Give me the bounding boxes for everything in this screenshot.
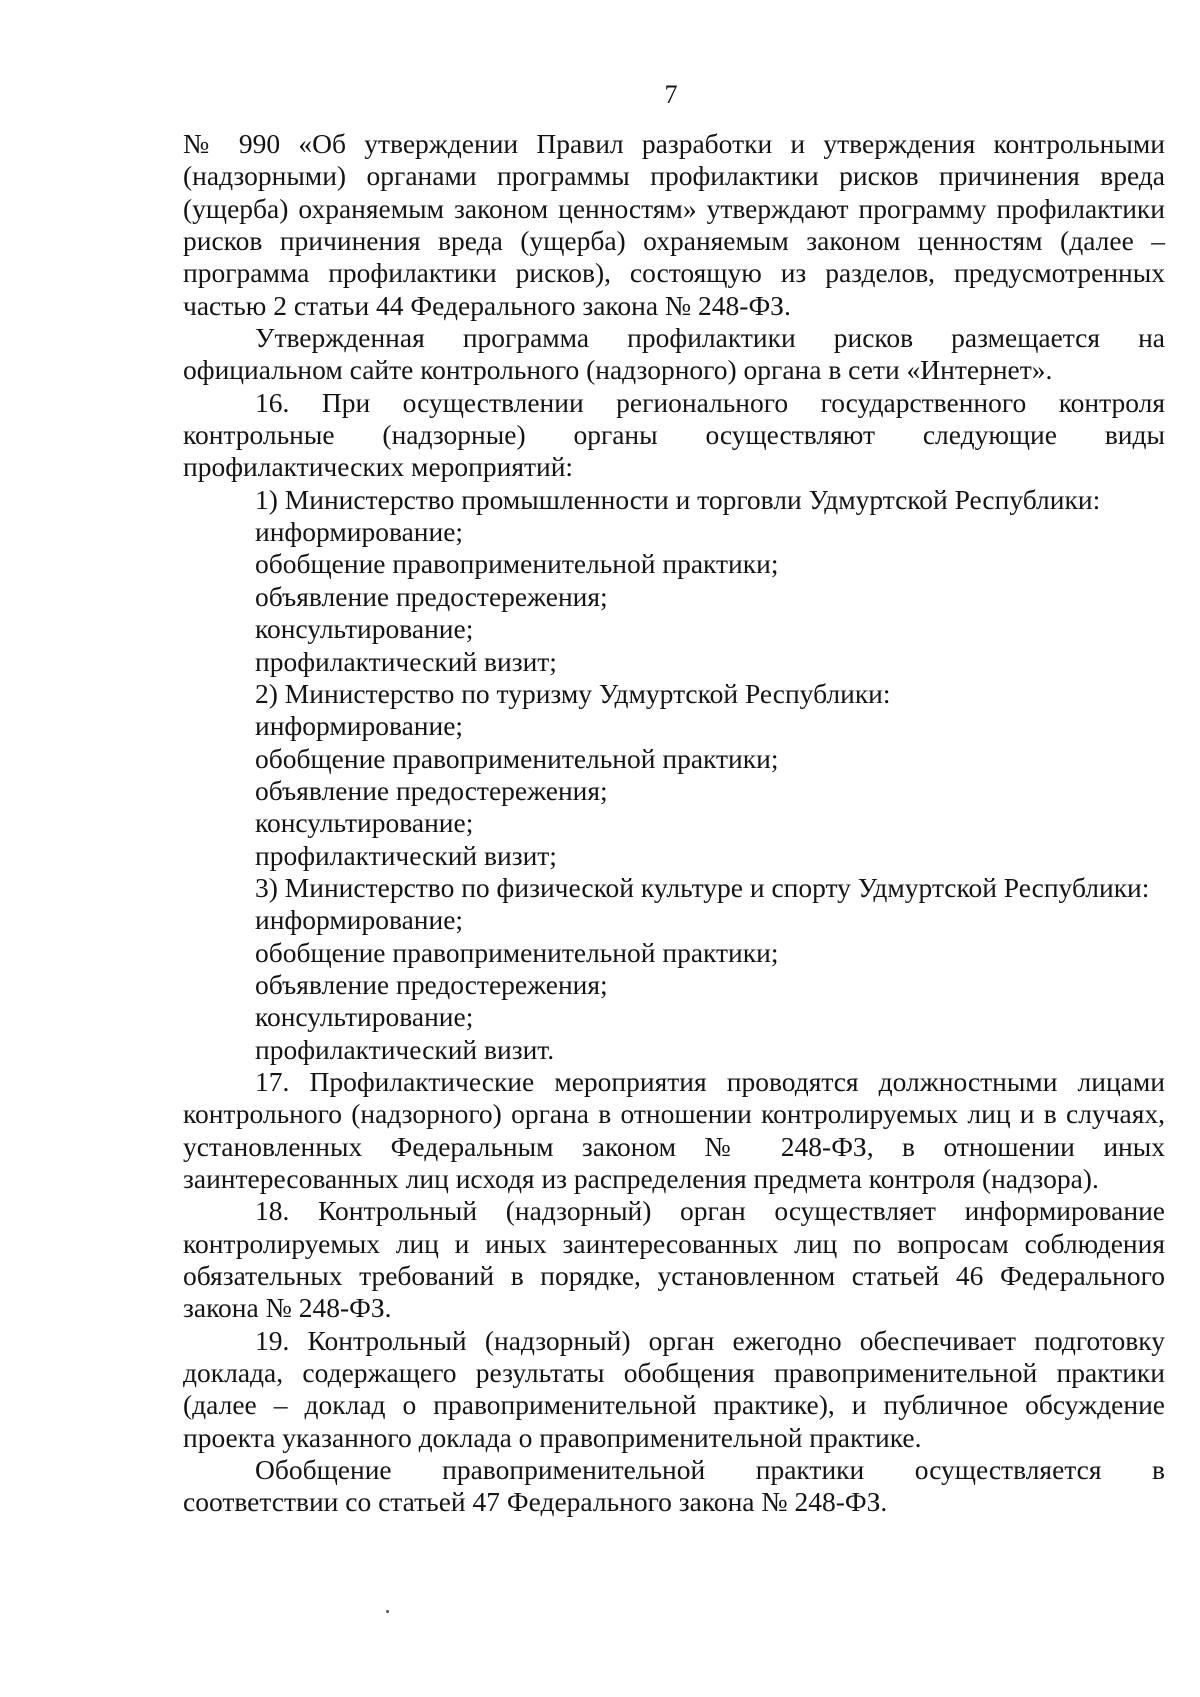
list-item: информирование; — [255, 904, 464, 936]
list-item: объявление предостережения; — [255, 968, 608, 1000]
list-item-ministry-3: 3) Министерство по физической культуре и спорту Удмуртской Республики: — [255, 871, 1150, 903]
paragraph-17: 17. Профилактические мероприятия проводятся должностными лицами контрольного (надзорного) органа в отношении контролируемых лиц и в случаях, установленных Федеральным законом № 248-ФЗ, в отношении иных заинтересованных лиц исходя из распределения предмета контроля (надзора). — [183, 1065, 1165, 1194]
paragraph-generalization: Обобщение правоприменительной практики осуществляется в — [255, 1454, 1165, 1486]
list-item: обобщение правоприменительной практики; — [255, 936, 779, 968]
paragraph-continuation: № 990 «Об утверждении Правил разработки и утверждения контрольными (надзорными) органами программы профилактики рисков причинения вреда (ущерба) охраняемым законом ценностям» утверждают программу профилактики рисков причинения вреда (ущерба) охраняемым законом ценностям (далее – программа профилактики рисков), состоящую из разделов, предусмотренных частью 2 статьи 44 Федерального закона № 248-ФЗ. — [183, 128, 1165, 321]
list-item: консультирование; — [255, 807, 474, 839]
list-item: консультирование; — [255, 1001, 474, 1033]
paragraph-18: 18. Контрольный (надзорный) орган осуществляет информирование контролируемых лиц и иных заинтересованных лиц по вопросам соблюдения обязательных требований в порядке, установленном статьей 46 Федерального закона № 248-ФЗ. — [183, 1195, 1165, 1324]
scan-artifact-dot — [386, 1610, 389, 1613]
list-item: обобщение правоприменительной практики; — [255, 742, 779, 774]
list-item-ministry-1: 1) Министерство промышленности и торговли Удмуртской Республики: — [255, 483, 1101, 515]
list-item: информирование; — [255, 516, 464, 548]
paragraph-program-placement-end: официальном сайте контрольного (надзорного) органа в сети «Интернет». — [183, 354, 1053, 386]
paragraph-program-placement: Утвержденная программа профилактики рисков размещается на — [255, 322, 1165, 354]
paragraph-19: 19. Контрольный (надзорный) орган ежегодно обеспечивает подготовку доклада, содержащего результаты обобщения правоприменительной практики (далее – доклад о правоприменительной практике), и публичное обсуждение проекта указанного доклада о правоприменительной практике. — [183, 1324, 1165, 1453]
page-number: 7 — [664, 80, 678, 109]
list-item: профилактический визит; — [255, 645, 557, 677]
paragraph-generalization-end: соответствии со статьей 47 Федерального закона № 248-ФЗ. — [183, 1486, 888, 1518]
paragraph-16: 16. При осуществлении регионального государственного контроля контрольные (надзорные) органы осуществляют следующие виды профилактических мероприятий: — [183, 386, 1165, 483]
document-body — [183, 128, 1165, 1519]
list-item: профилактический визит. — [255, 1033, 555, 1065]
list-item: объявление предостережения; — [255, 774, 608, 806]
list-item: объявление предостережения; — [255, 580, 608, 612]
list-item-ministry-2: 2) Министерство по туризму Удмуртской Республики: — [255, 677, 891, 709]
list-item: профилактический визит; — [255, 839, 557, 871]
list-item: информирование; — [255, 710, 464, 742]
list-item: консультирование; — [255, 613, 474, 645]
list-item: обобщение правоприменительной практики; — [255, 548, 779, 580]
